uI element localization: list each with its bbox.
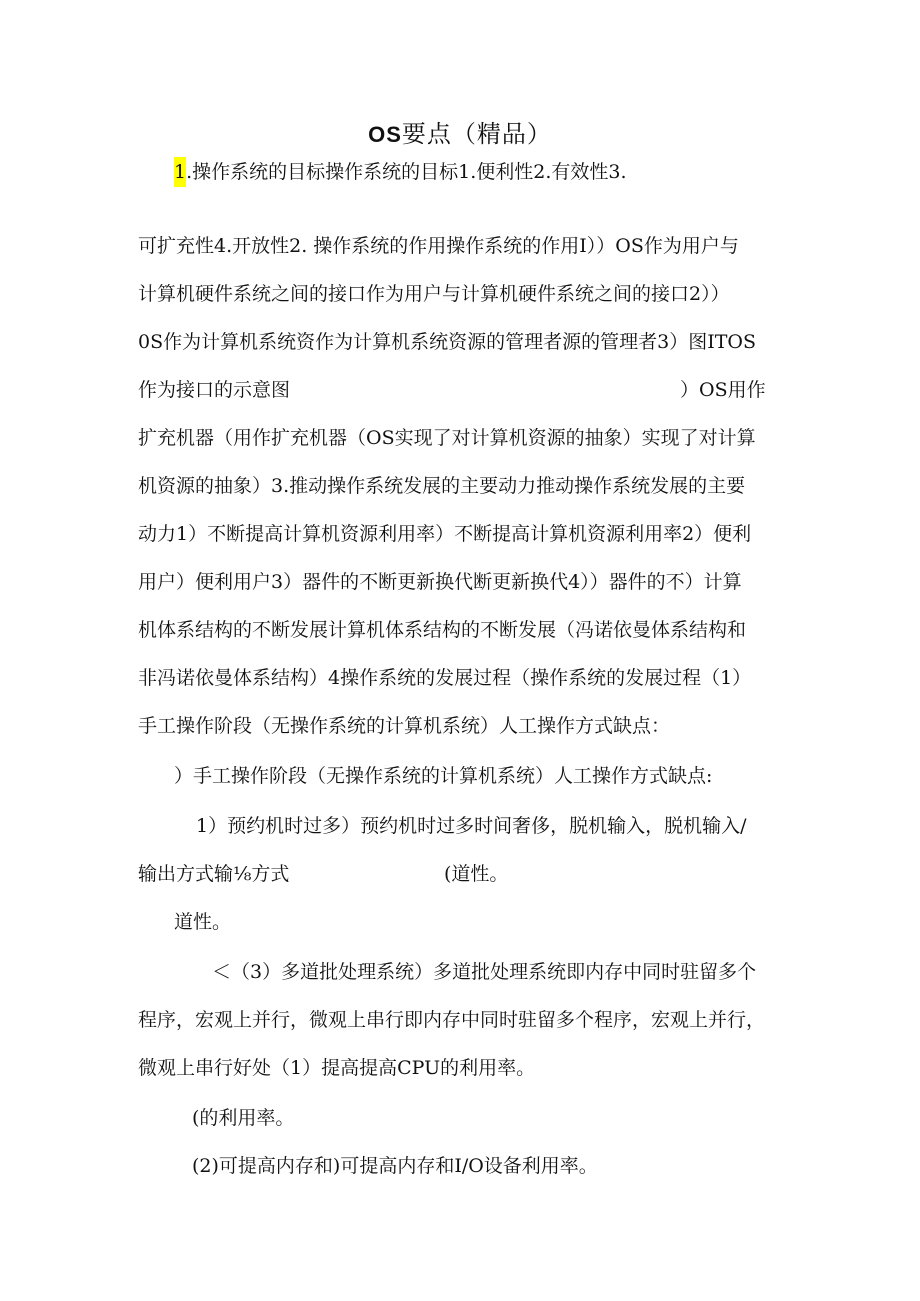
offline-line-2-right: (道性。 bbox=[444, 863, 509, 885]
manual-stage-line: ）手工操作阶段（无操作系统的计算机系统）人工操作方式缺点: bbox=[174, 765, 713, 787]
para1-line-4: 0S作为计算机系统资作为计算机系统资源的管理者源的管理者3）图ITOS bbox=[138, 331, 756, 353]
title-rest: 要点（精品） bbox=[401, 120, 552, 148]
para1-line-1-text: .操作系统的目标操作系统的目标1.便利性2.有效性3. bbox=[186, 161, 627, 183]
para1-line-6: 扩充机器（用作扩充机器（OS实现了对计算机资源的抽象）实现了对计算 bbox=[138, 427, 756, 449]
para1-line-7: 机资源的抽象）3.推动操作系统发展的主要动力推动操作系统发展的主要 bbox=[138, 475, 746, 497]
multi-line-1: ＜（3）多道批处理系统）多道批处理系统即内存中同时驻留多个 bbox=[212, 961, 757, 983]
para1-line-8: 动力1）不断提高计算机资源利用率）不断提高计算机资源利用率2）便利 bbox=[138, 523, 752, 545]
para1-line-1 bbox=[174, 158, 627, 186]
para1-line-5: 作为接口的示意图 bbox=[138, 379, 291, 401]
para1-line-3: 计算机硬件系统之间的接口作为用户与计算机硬件系统之间的接口2）） bbox=[138, 283, 730, 305]
para1-line-2: 可扩充性4.开放性2. 操作系统的作用操作系统的作用I））OS作为用户与 bbox=[138, 235, 739, 257]
para1-line-12: 手工操作阶段（无操作系统的计算机系统）人工操作方式缺点： bbox=[138, 715, 671, 737]
offline-line-2: 输出方式输⅛方式 bbox=[138, 863, 290, 885]
multi-line-2: 程序，宏观上并行，微观上串行即内存中同时驻留多个程序，宏观上并行， bbox=[138, 1009, 766, 1031]
cpu-line: (的利用率。 bbox=[192, 1107, 295, 1129]
para1-line-5-right: ）OS用作 bbox=[680, 379, 766, 401]
highlight-mark: 1 bbox=[174, 157, 186, 187]
offline-line-1: 1）预约机时过多）预约机时过多时间奢侈，脱机输入，脱机输入/ bbox=[196, 815, 747, 837]
document-title bbox=[0, 114, 920, 149]
para1-line-11: 非冯诺依曼体系结构）4操作系统的发展过程（操作系统的发展过程（1） bbox=[138, 667, 752, 689]
daoxing-line: 道性。 bbox=[174, 911, 232, 933]
title-latin: OS bbox=[368, 122, 402, 147]
para1-line-10: 机体系结构的不断发展计算机体系结构的不断发展（冯诺依曼体系结构和 bbox=[138, 619, 747, 641]
multi-line-3: 微观上串行好处（1）提高提高CPU的利用率。 bbox=[138, 1057, 536, 1079]
io-line: (2)可提高内存和)可提高内存和I/O设备利用率。 bbox=[192, 1155, 598, 1177]
para1-line-9: 用户）便利用户3）器件的不断更新换代断更新换代4））器件的不）计算 bbox=[138, 571, 742, 593]
